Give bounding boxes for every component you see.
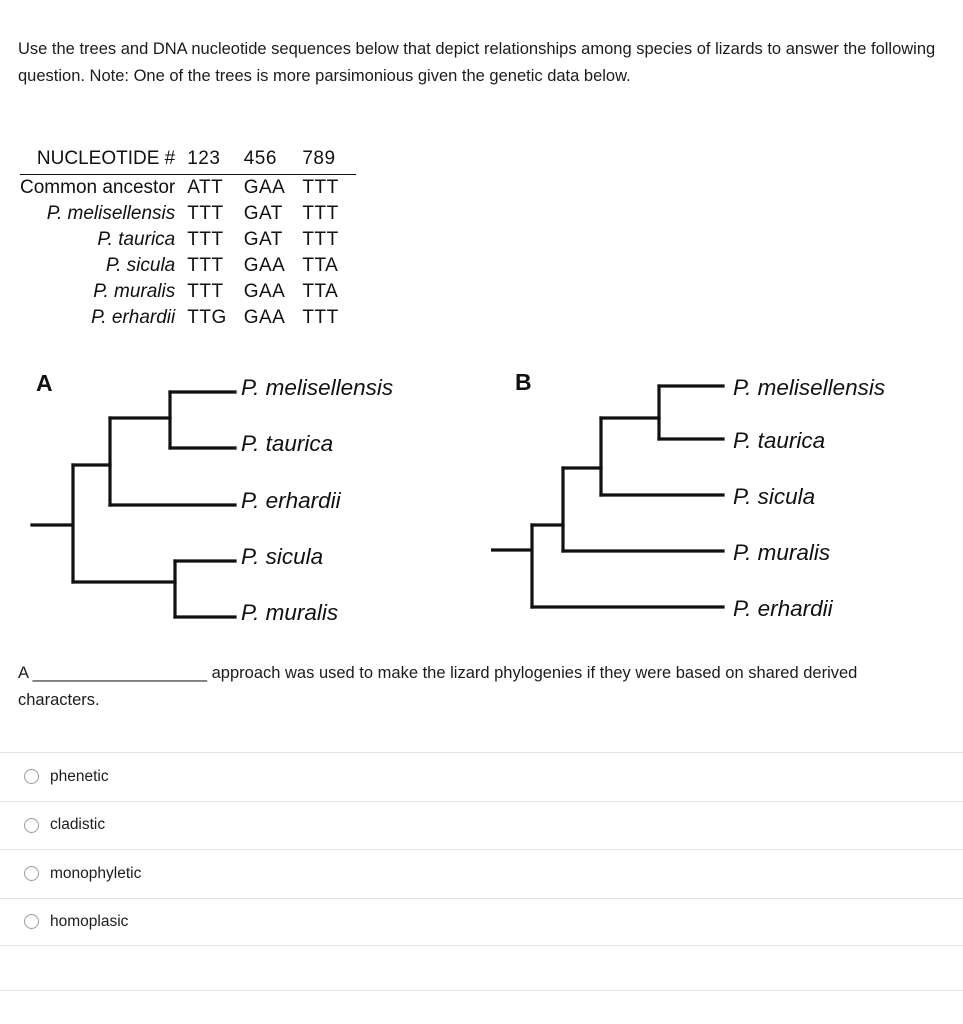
- tree-b-taxon-3: P. sicula: [733, 484, 816, 509]
- table-header-row: [20, 146, 356, 175]
- radio-button-icon[interactable]: [24, 818, 39, 833]
- row-codon-2: GAT: [243, 203, 283, 225]
- header-codon-2: 456: [244, 146, 303, 175]
- tree-b-diagram: [491, 360, 731, 650]
- answer-option-cladistic[interactable]: [0, 801, 963, 850]
- header-codon-3: 789: [302, 146, 355, 175]
- row-codon-2: GAA: [243, 307, 286, 329]
- row-label: P. sicula: [105, 255, 176, 277]
- row-label: Common ancestor: [20, 177, 176, 199]
- row-label: P. muralis: [93, 281, 176, 303]
- row-codon-2: GAT: [243, 229, 283, 251]
- row-codon-3: TTA: [302, 281, 339, 303]
- question-prompt: Use the trees and DNA nucleotide sequences below that depict relationships among species of lizards to answer the following question. Note: One of the trees is more parsimonious given the genetic data below.: [18, 40, 936, 85]
- row-label: P. melisellensis: [46, 203, 176, 225]
- option-label: phenetic: [50, 767, 109, 785]
- row-codon-3: TTT: [302, 307, 339, 329]
- radio-button-icon[interactable]: [24, 914, 39, 929]
- tree-b-label: B: [515, 369, 532, 395]
- row-codon-2: GAA: [243, 255, 286, 277]
- row-codon-3: TTT: [302, 229, 339, 251]
- row-codon-3: TTA: [302, 255, 339, 277]
- row-label: P. erhardii: [91, 307, 176, 329]
- tree-a-taxon-3: P. erhardii: [241, 488, 341, 513]
- row-codon-1: ATT: [187, 177, 224, 199]
- row-label: P. taurica: [97, 229, 176, 251]
- phylogenetic-trees: [0, 352, 963, 652]
- answer-option-phenetic[interactable]: [0, 752, 963, 801]
- tree-a-label: A: [36, 370, 53, 396]
- row-codon-2: GAA: [243, 281, 286, 303]
- option-label: cladistic: [50, 816, 106, 834]
- table-row: [20, 201, 356, 227]
- option-label: homoplasic: [50, 912, 129, 930]
- row-codon-3: TTT: [302, 177, 339, 199]
- option-label: monophyletic: [50, 864, 142, 882]
- table-row: [20, 175, 356, 202]
- tree-a-taxon-4: P. sicula: [241, 544, 324, 569]
- tree-b-taxon-2: P. taurica: [733, 428, 826, 453]
- table-row: [20, 227, 356, 253]
- table-row: [20, 305, 356, 331]
- fill-blank-prefix: A ___________________: [18, 664, 208, 682]
- row-codon-1: TTG: [187, 307, 227, 329]
- answer-option-homoplasic[interactable]: [0, 898, 963, 947]
- tree-b-taxon-4: P. muralis: [733, 540, 831, 565]
- tree-b-taxon-1: P. melisellensis: [733, 375, 886, 400]
- fill-blank-suffix: approach was used to make the lizard phylogenies if they were based on shared derived characters.: [18, 664, 858, 709]
- bottom-divider: [0, 990, 963, 991]
- tree-a-diagram: [30, 360, 270, 650]
- row-codon-1: TTT: [187, 229, 224, 251]
- row-codon-1: TTT: [187, 281, 224, 303]
- tree-a-taxon-5: P. muralis: [241, 600, 339, 625]
- tree-b-taxon-5: P. erhardii: [733, 596, 833, 621]
- row-codon-1: TTT: [187, 255, 224, 277]
- radio-button-icon[interactable]: [24, 769, 39, 784]
- nucleotide-sequence-table: [20, 146, 356, 331]
- row-codon-3: TTT: [302, 203, 339, 225]
- row-codon-2: GAA: [243, 177, 286, 199]
- header-codon-1: 123: [187, 146, 244, 175]
- answer-option-monophyletic[interactable]: [0, 849, 963, 898]
- tree-a-taxon-1: P. melisellensis: [241, 375, 394, 400]
- header-label: NUCLEOTIDE #: [20, 146, 187, 175]
- radio-button-icon[interactable]: [24, 866, 39, 881]
- table-row: [20, 279, 356, 305]
- tree-a-taxon-2: P. taurica: [241, 431, 334, 456]
- answer-options: [0, 752, 963, 946]
- table-row: [20, 253, 356, 279]
- row-codon-1: TTT: [187, 203, 224, 225]
- fill-in-blank-sentence: [18, 660, 938, 713]
